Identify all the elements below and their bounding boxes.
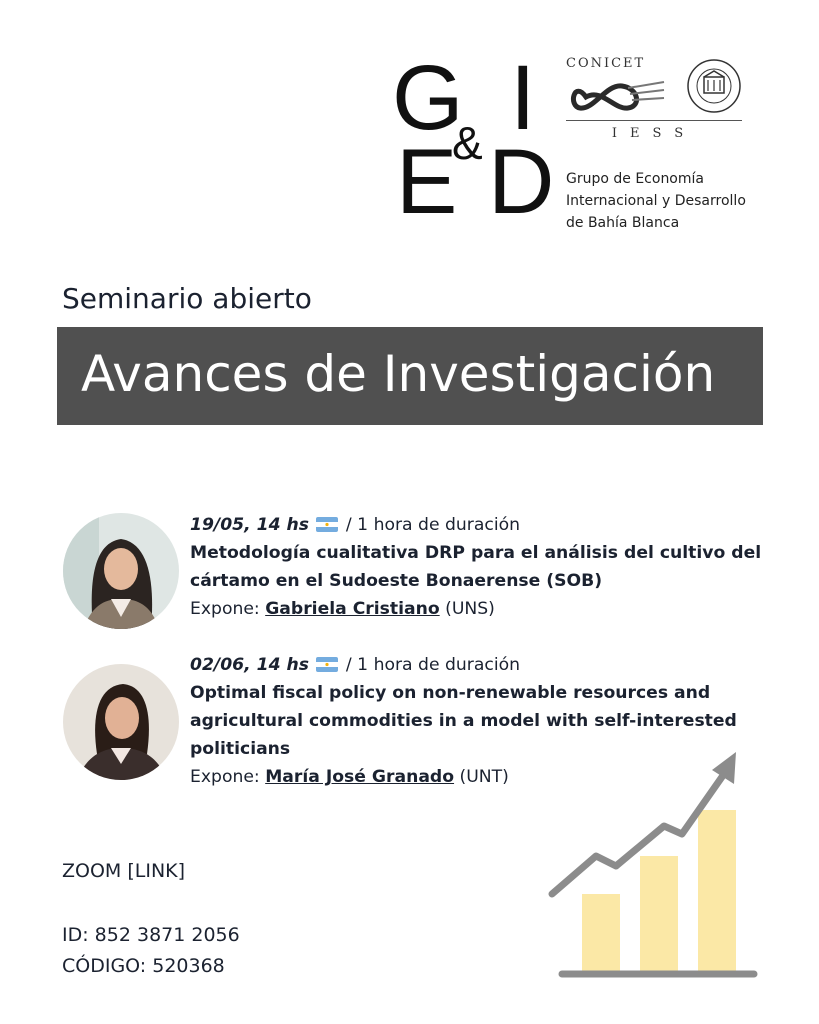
talk-meta — [190, 651, 780, 679]
banner-title: Avances de Investigación — [81, 345, 716, 403]
speaker-prefix: Expone: — [190, 599, 266, 619]
logo-letter-i: I — [510, 47, 536, 149]
talk-duration: / 1 hora de duración — [340, 515, 521, 535]
speaker-photo-1 — [63, 513, 179, 629]
speaker-affiliation: (UNT) — [454, 767, 509, 787]
illustration-bar-2 — [640, 856, 678, 974]
argentina-flag-icon — [314, 515, 340, 535]
logo-letter-g: G — [392, 47, 464, 149]
speaker-affiliation: (UNS) — [439, 599, 495, 619]
talk-speaker-line — [190, 595, 780, 623]
illustration-bar-1 — [582, 894, 620, 974]
seminar-subtitle: Seminario abierto — [62, 282, 312, 315]
talk-title: Metodología cualitativa DRP para el análisis del cultivo del cártamo en el Sudoeste Bonaerense (SOB) — [190, 543, 762, 591]
meeting-id: ID: 852 3871 2056 — [62, 924, 240, 946]
logo-ampersand: & — [452, 117, 483, 169]
speaker-name: Gabriela Cristiano — [265, 599, 440, 619]
group-line-3: de Bahía Blanca — [566, 215, 680, 231]
gied-logo — [392, 47, 555, 233]
argentina-flag-icon — [314, 655, 340, 675]
title-banner — [57, 327, 763, 425]
logo-divider — [566, 120, 742, 121]
speaker-photo-2 — [63, 664, 179, 780]
conicet-label: CONICET — [566, 56, 646, 71]
talk-date: 02/06, 14 hs — [190, 655, 309, 675]
logo-letter-d: D — [488, 131, 555, 233]
speaker-prefix: Expone: — [190, 767, 266, 787]
illustration-bar-3 — [698, 810, 736, 974]
talk-duration: / 1 hora de duración — [340, 655, 521, 675]
university-seal-icon — [686, 58, 742, 114]
meeting-code: CÓDIGO: 520368 — [62, 955, 225, 977]
group-name — [566, 168, 786, 234]
talk-entry-1 — [190, 511, 780, 623]
speaker-name: María José Granado — [265, 767, 455, 787]
iess-label: IESS — [611, 126, 697, 141]
talk-meta — [190, 511, 780, 539]
logo-letter-e: E — [396, 131, 458, 233]
zoom-link[interactable]: ZOOM [LINK] — [62, 860, 186, 882]
growth-chart-illustration — [540, 748, 770, 988]
group-line-2: Internacional y Desarrollo — [566, 193, 746, 209]
talk-date: 19/05, 14 hs — [190, 515, 309, 535]
group-line-1: Grupo de Economía — [566, 171, 704, 187]
conicet-infinity-icon — [566, 76, 666, 118]
talk-title: Optimal fiscal policy on non-renewable resources and agricultural commodities in a model with self-interested politicians — [190, 683, 737, 759]
